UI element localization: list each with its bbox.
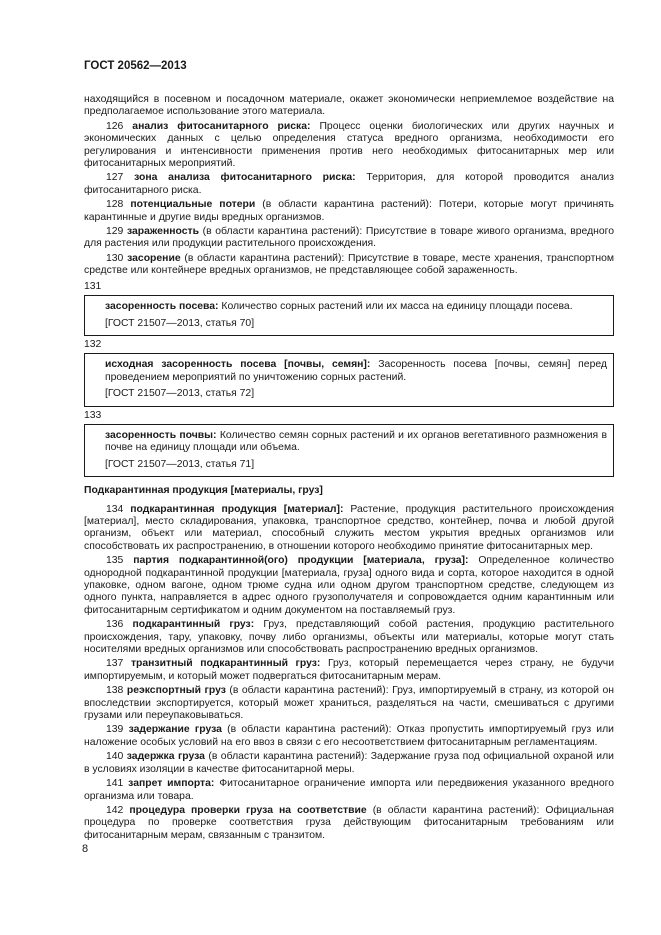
term-reference: [ГОСТ 21507—2013, статья 70]: [105, 317, 255, 329]
term-entry: 130 засорение (в области карантина растений): Присутствие в товаре, месте хранения, транспортном средстве или контейнере вредных организмов, не представляющее собой зараженность.: [84, 252, 615, 277]
terms-group-a: [84, 121, 614, 278]
term-definition: засоренность посева: Количество сорных растений или их масса на единицу площади посева.: [105, 301, 573, 313]
term-entry: 129 зараженность (в области карантина растений): Присутствие в товаре живого организма, вредного для растения или продукции растительного происхождения.: [84, 226, 614, 250]
term-entry: 126 анализ фитосанитарного риска: Процесс оценки биологических или других научных и экономических данных с целью определения статуса вредного организма, необходимости его регулирования и интенсивности применения против него необходимых фитосанитарных мер или фитосанитарных мероприятий.: [84, 120, 615, 170]
term-entry: 127 зона анализа фитосанитарного риска: Территория, для которой проводится анализ фитосанитарного риска.: [84, 172, 614, 196]
term-box: [84, 295, 614, 336]
intro-paragraph: находящийся в посевном и посадочном материале, окажет экономически неприемлемое воздействие на предполагаемое использование этого материала.: [84, 94, 614, 118]
term-box: [84, 424, 614, 477]
term-reference: [ГОСТ 21507—2013, статья 71]: [105, 458, 255, 470]
page-number: 8: [82, 843, 89, 855]
terms-group-b: [84, 504, 614, 843]
term-number: 132: [84, 338, 102, 350]
term-definition: исходная засоренность посева [почвы, семян]: Засоренность посева [почвы, семян] перед проведением мероприятий по уничтожению сорных растений.: [105, 359, 607, 383]
term-entry: 136 подкарантинный груз: Груз, представляющий собой растения, продукцию растительного происхождения, тару, упаковку, почву либо организмы, объекты или материалы, которые могут стать носителями вредных организмов или способствовать распространению вредных организмов.: [84, 619, 614, 656]
term-entry: 128 потенциальные потери (в области карантина растений): Потери, которые могут причинять карантинные и другие виды вредных организмов.: [84, 199, 614, 223]
term-entry: 141 запрет импорта: Фитосанитарное ограничение импорта или передвижения указанного вредного организма или товара.: [84, 778, 614, 802]
boxed-term: [84, 410, 614, 478]
term-number: 131: [84, 280, 102, 292]
section-title: Подкарантинная продукция [материалы, груз]: [84, 485, 323, 497]
term-entry: 134 подкарантинная продукция [материал]: Растение, продукция растительного происхождения [материал], место складирования, упаковка, транспортное средство, контейнер, почва и любой другой организм, объект или материал, способный служить местом укрытия вредных организмов или способствовать их распространению, в отношении которого необходимо принятие фитосанитарных мер.: [84, 503, 615, 552]
term-entry: 139 задержание груза (в области карантина растений): Отказ пропустить импортируемый груз или наложение особых условий на его ввоз в связи с его несоответствием фитосанитарным регламентациям.: [84, 724, 614, 748]
term-entry: 138 реэкспортный груз (в области карантина растений): Груз, импортируемый в страну, из которой он впоследствии экспортируется, который может храниться, разделяться на части, смешиваться с другими грузами или переупаковываться.: [84, 685, 614, 722]
term-entry: 140 задержка груза (в области карантина растений): Задержание груза под официальной охраной или в условиях изоляции в качестве фитосанитарной меры.: [84, 751, 614, 775]
term-entry: 135 партия подкарантинной(ого) продукции [материала, груза]: Определенное количество однородной подкарантинной продукции [материала, груза] одного вида и сорта, которое находится в одной упаковке, одном вагоне, одном трюме судна или одном другом транспортном средстве, следующем из одного пункта, направляется в адрес одного грузополучателя и сопровождается одним карантинным или фитосанитарным сертификатом и одним документом на поставляемый груз.: [84, 555, 615, 616]
term-reference: [ГОСТ 21507—2013, статья 72]: [105, 388, 255, 400]
document-body: [84, 94, 614, 844]
boxed-term: [84, 281, 614, 336]
term-number: 133: [84, 409, 102, 421]
term-entry: 137 транзитный подкарантинный груз: Груз, который перемещается через страну, не будучи импортируемым, и который может подвергаться фитосанитарным мерам.: [84, 658, 615, 682]
term-definition: засоренность почвы: Количество семян сорных растений и их органов вегетативного размножения в почве на единицу площади или объема.: [105, 429, 607, 454]
document-header: ГОСТ 20562—2013: [84, 60, 187, 72]
boxed-term: [84, 339, 614, 407]
term-entry: 142 процедура проверки груза на соответствие (в области карантина растений): Официальная процедура по проверке соответствия груза действующим фитосанитарным требованиям или фитосанитарным мерам, связанным с транзитом.: [84, 804, 615, 841]
term-box: [84, 353, 614, 406]
